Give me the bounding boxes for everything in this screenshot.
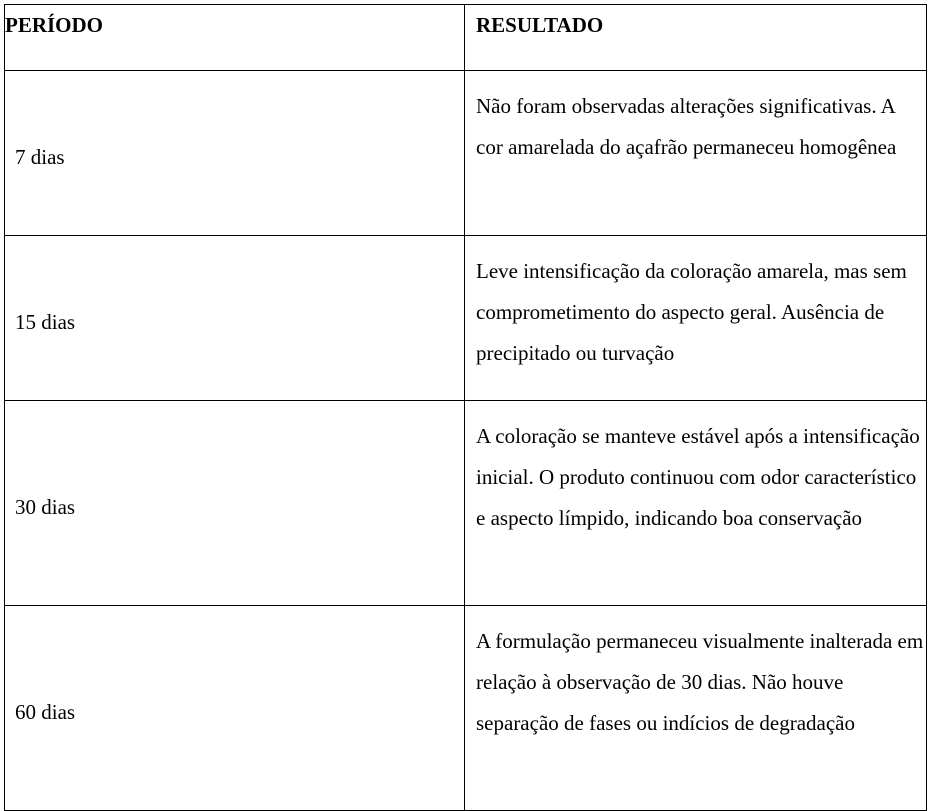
result-text: A formulação permaneceu visualmente inalterada em relação à observação de 30 dias. Não houve separação de fases ou indícios de degradação xyxy=(476,629,924,735)
table-header-row xyxy=(5,5,927,71)
header-result: RESULTADO xyxy=(465,5,927,71)
result-cell xyxy=(465,236,927,401)
period-cell: 15 dias xyxy=(5,236,465,401)
stability-results-table xyxy=(4,4,927,811)
table-row xyxy=(5,401,927,606)
period-cell: 60 dias xyxy=(5,606,465,811)
result-cell xyxy=(465,606,927,811)
result-text: Leve intensificação da coloração amarela, mas sem comprometimento do aspecto geral. Ausência de precipitado ou turvação xyxy=(476,259,907,365)
period-cell: 30 dias xyxy=(5,401,465,606)
result-cell xyxy=(465,401,927,606)
table-row xyxy=(5,606,927,811)
result-text: A coloração se manteve estável após a intensificação inicial. O produto continuou com odor característico e aspecto límpido, indicando boa conservação xyxy=(476,424,920,530)
table-row xyxy=(5,71,927,236)
header-period: PERÍODO xyxy=(5,5,465,71)
period-cell: 7 dias xyxy=(5,71,465,236)
result-cell xyxy=(465,71,927,236)
table-row xyxy=(5,236,927,401)
result-text: Não foram observadas alterações significativas. A cor amarelada do açafrão permaneceu homogênea xyxy=(476,94,897,159)
